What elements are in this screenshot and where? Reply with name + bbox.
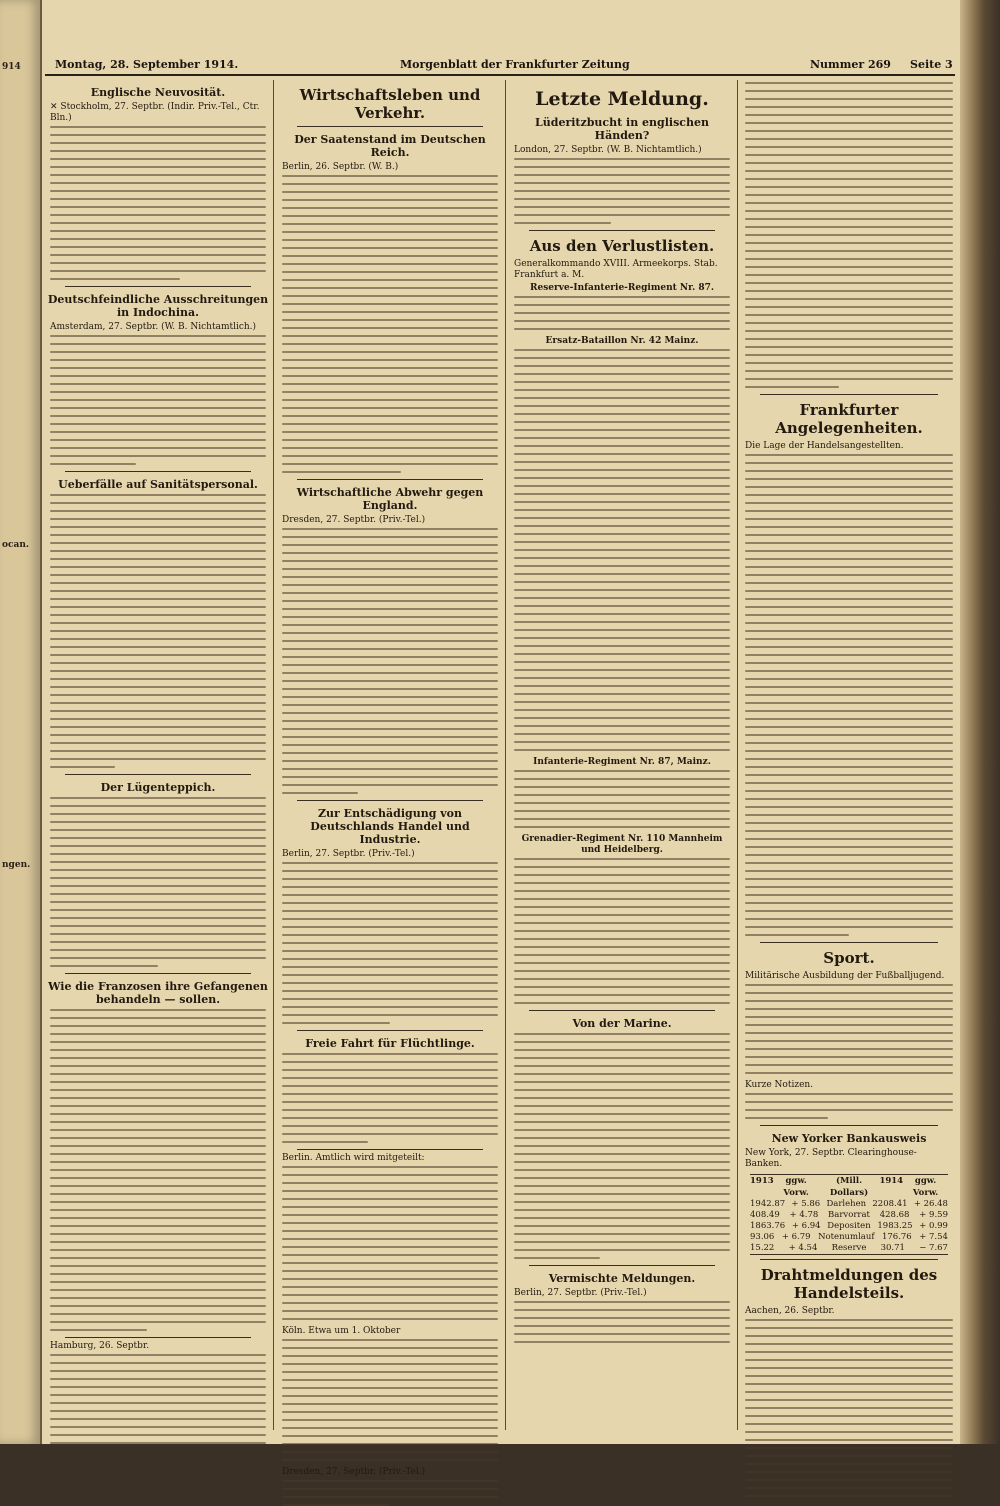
article-lead: Amsterdam, 27. Septbr. (W. B. Nichtamtlich.) bbox=[50, 322, 257, 332]
article-text bbox=[50, 1009, 266, 1331]
article-text bbox=[50, 797, 266, 967]
bank-report-table bbox=[750, 1174, 948, 1255]
article-lead: Dresden, 27. Septbr. (Priv.-Tel.) bbox=[282, 515, 426, 525]
casualty-list bbox=[514, 858, 730, 1004]
section-heading: Drahtmeldungen des Handelsteils. bbox=[760, 1266, 938, 1302]
article-text bbox=[282, 862, 498, 1024]
article-text bbox=[514, 158, 730, 224]
article-text bbox=[282, 1480, 498, 1506]
article-heading: Der Lügenteppich. bbox=[100, 781, 216, 794]
left-fragment-year: 914 bbox=[2, 62, 21, 72]
article-lead: Militärische Ausbildung der Fußballjugend. bbox=[745, 971, 945, 981]
article-lead: Generalkommando XVIII. Armeekorps. Stab. Frankfurt a. M. bbox=[514, 259, 718, 280]
article-lead: ✕ Stockholm, 27. Septbr. (Indir. Priv.-Tel., Ctr. Bln.) bbox=[50, 102, 260, 123]
bank-report-heading: New Yorker Bankausweis bbox=[771, 1132, 927, 1145]
article-text bbox=[745, 1093, 953, 1119]
article-text bbox=[282, 1053, 498, 1143]
article-heading: Wirtschaftliche Abwehr gegen England. bbox=[296, 486, 484, 512]
column-1 bbox=[47, 80, 269, 1430]
article-text bbox=[745, 1319, 953, 1497]
section-heading: Wirtschaftsleben und Verkehr. bbox=[299, 86, 481, 122]
article-lead: Die Lage der Handelsangestellten. bbox=[745, 441, 904, 451]
article-lead: Hamburg, 26. Septbr. bbox=[50, 1341, 150, 1351]
article-heading: Englische Neuvosität. bbox=[90, 86, 226, 99]
article-heading: Von der Marine. bbox=[572, 1017, 672, 1030]
header-masthead: Morgenblatt der Frankfurter Zeitung bbox=[400, 58, 630, 71]
previous-page-edge bbox=[0, 0, 42, 1444]
article-lead: Berlin, 26. Septbr. (W. B.) bbox=[282, 162, 399, 172]
column-2 bbox=[279, 80, 501, 1477]
page-header bbox=[45, 58, 955, 76]
article-text bbox=[50, 335, 266, 465]
column-3 bbox=[511, 80, 733, 1430]
table-row: 93.06 + 6.79 Notenumlauf 176.76 + 7.54 bbox=[750, 1232, 948, 1242]
left-fragment-a: ocan. bbox=[2, 540, 29, 550]
bank-table-header: 1913 ggw. Vorw. (Mill. Dollars) 1914 ggw. Vorw. bbox=[750, 1176, 939, 1198]
column-separator bbox=[737, 80, 738, 1430]
list-subheading: Infanterie-Regiment Nr. 87, Mainz. bbox=[533, 757, 711, 767]
table-row: 1863.76 + 6.94 Depositen 1983.25 + 0.99 bbox=[750, 1221, 948, 1231]
article-heading: Wie die Franzosen ihre Gefangenen behandeln — sollen. bbox=[48, 980, 268, 1006]
article-heading: Vermischte Meldungen. bbox=[548, 1272, 696, 1285]
column-separator bbox=[273, 80, 274, 1430]
casualty-list bbox=[514, 296, 730, 330]
table-row: 408.49 + 4.78 Barvorrat 428.68 + 9.59 bbox=[750, 1210, 948, 1220]
list-subheading: Grenadier-Regiment Nr. 110 Mannheim und Heidelberg. bbox=[521, 834, 723, 855]
article-text bbox=[745, 82, 953, 388]
article-text bbox=[282, 1166, 498, 1320]
list-subheading: Reserve-Infanterie-Regiment Nr. 87. bbox=[529, 283, 714, 293]
article-text bbox=[282, 528, 498, 794]
article-subheading: Lüderitzbucht in englischen Händen? bbox=[535, 116, 709, 142]
article-lead: London, 27. Septbr. (W. B. Nichtamtlich.) bbox=[514, 145, 702, 155]
table-row: 15.22 + 4.54 Reserve 30.71 − 7.67 bbox=[750, 1243, 948, 1253]
book-binding bbox=[960, 0, 1000, 1444]
left-fragment-b: ngen. bbox=[2, 860, 31, 870]
article-text bbox=[282, 175, 498, 473]
article-heading: Ueberfälle auf Sanitätspersonal. bbox=[58, 478, 258, 491]
article-lead: Berlin, 27. Septbr. (Priv.-Tel.) bbox=[282, 849, 415, 859]
article-lead: Dresden, 27. Septbr. (Priv.-Tel.) bbox=[282, 1467, 426, 1477]
article-heading: Zur Entschädigung von Deutschlands Handel und Industrie. bbox=[310, 807, 470, 846]
column-4 bbox=[742, 80, 956, 1430]
section-heading: Aus den Verlustlisten. bbox=[529, 237, 715, 255]
article-lead: Kurze Notizen. bbox=[745, 1080, 814, 1090]
article-text bbox=[50, 1354, 266, 1444]
article-text bbox=[745, 984, 953, 1074]
article-text bbox=[745, 454, 953, 936]
section-heading: Frankfurter Angelegenheiten. bbox=[775, 401, 923, 437]
article-lead: Aachen, 26. Septbr. bbox=[745, 1306, 835, 1316]
header-date: Montag, 28. September 1914. bbox=[55, 58, 239, 71]
bank-report-lead: New York, 27. Septbr. Clearinghouse-Banken. bbox=[745, 1148, 917, 1169]
section-heading: Sport. bbox=[823, 949, 875, 967]
article-text bbox=[514, 1301, 730, 1343]
article-lead: Köln. Etwa um 1. Oktober bbox=[282, 1326, 401, 1336]
column-separator bbox=[505, 80, 506, 1430]
article-lead: Berlin. Amtlich wird mitgeteilt: bbox=[282, 1153, 425, 1163]
casualty-list bbox=[514, 349, 730, 751]
article-heading: Der Saatenstand im Deutschen Reich. bbox=[294, 133, 486, 159]
article-text bbox=[514, 1033, 730, 1259]
table-row: 1942.87 + 5.86 Darlehen 2208.41 + 26.48 bbox=[750, 1199, 948, 1209]
article-text bbox=[282, 1339, 498, 1461]
list-subheading: Ersatz-Bataillon Nr. 42 Mainz. bbox=[545, 336, 699, 346]
section-heading: Letzte Meldung. bbox=[535, 88, 709, 110]
header-page: Seite 3 bbox=[910, 58, 953, 71]
article-heading: Deutschfeindliche Ausschreitungen in Indochina. bbox=[47, 293, 269, 319]
casualty-list bbox=[514, 770, 730, 828]
article-text bbox=[50, 126, 266, 280]
article-lead: Berlin, 27. Septbr. (Priv.-Tel.) bbox=[514, 1288, 647, 1298]
article-heading: Freie Fahrt für Flüchtlinge. bbox=[305, 1037, 475, 1050]
header-number: Nummer 269 bbox=[810, 58, 891, 71]
article-text bbox=[50, 494, 266, 768]
